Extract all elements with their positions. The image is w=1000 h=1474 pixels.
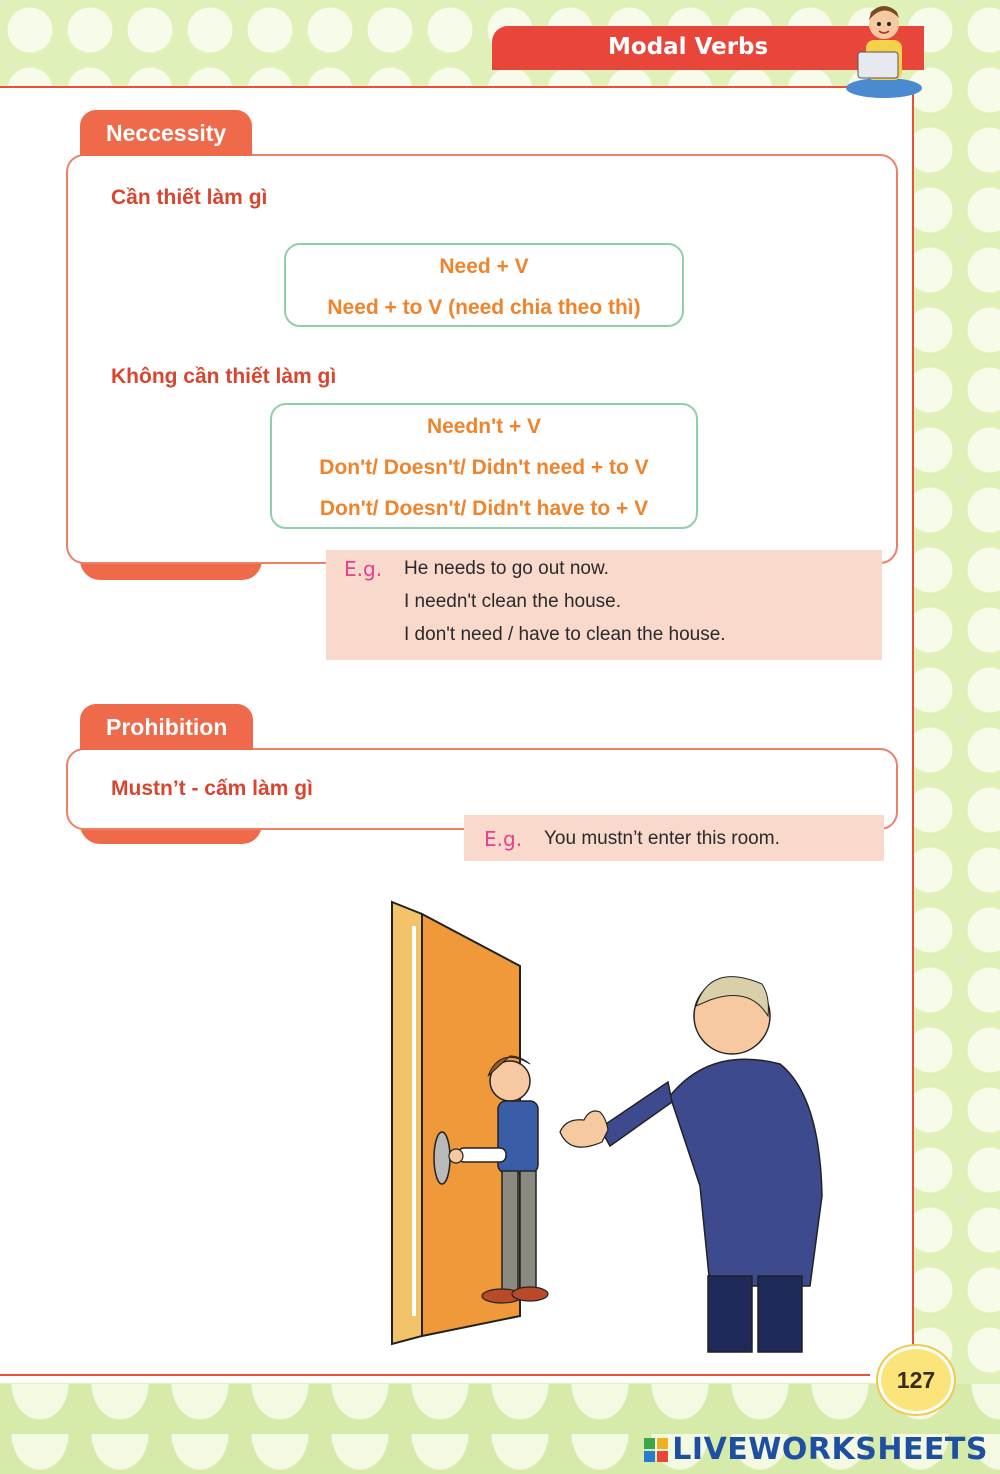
example-line-3: I don't need / have to clean the house. [404, 624, 726, 645]
negative-heading: Không cần thiết làm gì [111, 365, 337, 388]
prohibition-example: You mustn’t enter this room. [544, 828, 780, 849]
brand-text: LIVEWORKSHEETS [672, 1432, 988, 1467]
formula-need-to-v: Need + to V (need chia theo thì) [327, 296, 641, 319]
liveworksheets-icon [644, 1438, 668, 1462]
formula-dont-have-to: Don't/ Doesn't/ Didn't have to + V [319, 497, 649, 520]
necessity-tab: Neccessity [80, 110, 252, 156]
positive-heading: Cần thiết làm gì [111, 186, 268, 209]
prohibition-heading: Mustn’t - cấm làm gì [111, 777, 313, 800]
formula-neednt-v: Needn't + V [426, 415, 542, 438]
page-title: Modal Verbs [608, 34, 769, 60]
positive-formula-box [284, 243, 684, 327]
liveworksheets-logo[interactable] [644, 1432, 988, 1467]
prohibition-tab: Prohibition [80, 704, 253, 750]
reading-boy-illustration [842, 0, 926, 100]
negative-formula-box [270, 403, 698, 529]
bottom-rule [0, 1374, 870, 1376]
formula-dont-need-to: Don't/ Doesn't/ Didn't need + to V [319, 456, 649, 479]
example-line-1: He needs to go out now. [404, 558, 609, 579]
necessity-example-label: E.g. [344, 557, 383, 581]
door-scene-illustration [370, 896, 840, 1356]
example-line-2: I needn't clean the house. [404, 591, 622, 612]
formula-need-v: Need + V [439, 255, 529, 278]
page-number: 127 [878, 1346, 954, 1414]
prohibition-example-label: E.g. [484, 827, 523, 851]
